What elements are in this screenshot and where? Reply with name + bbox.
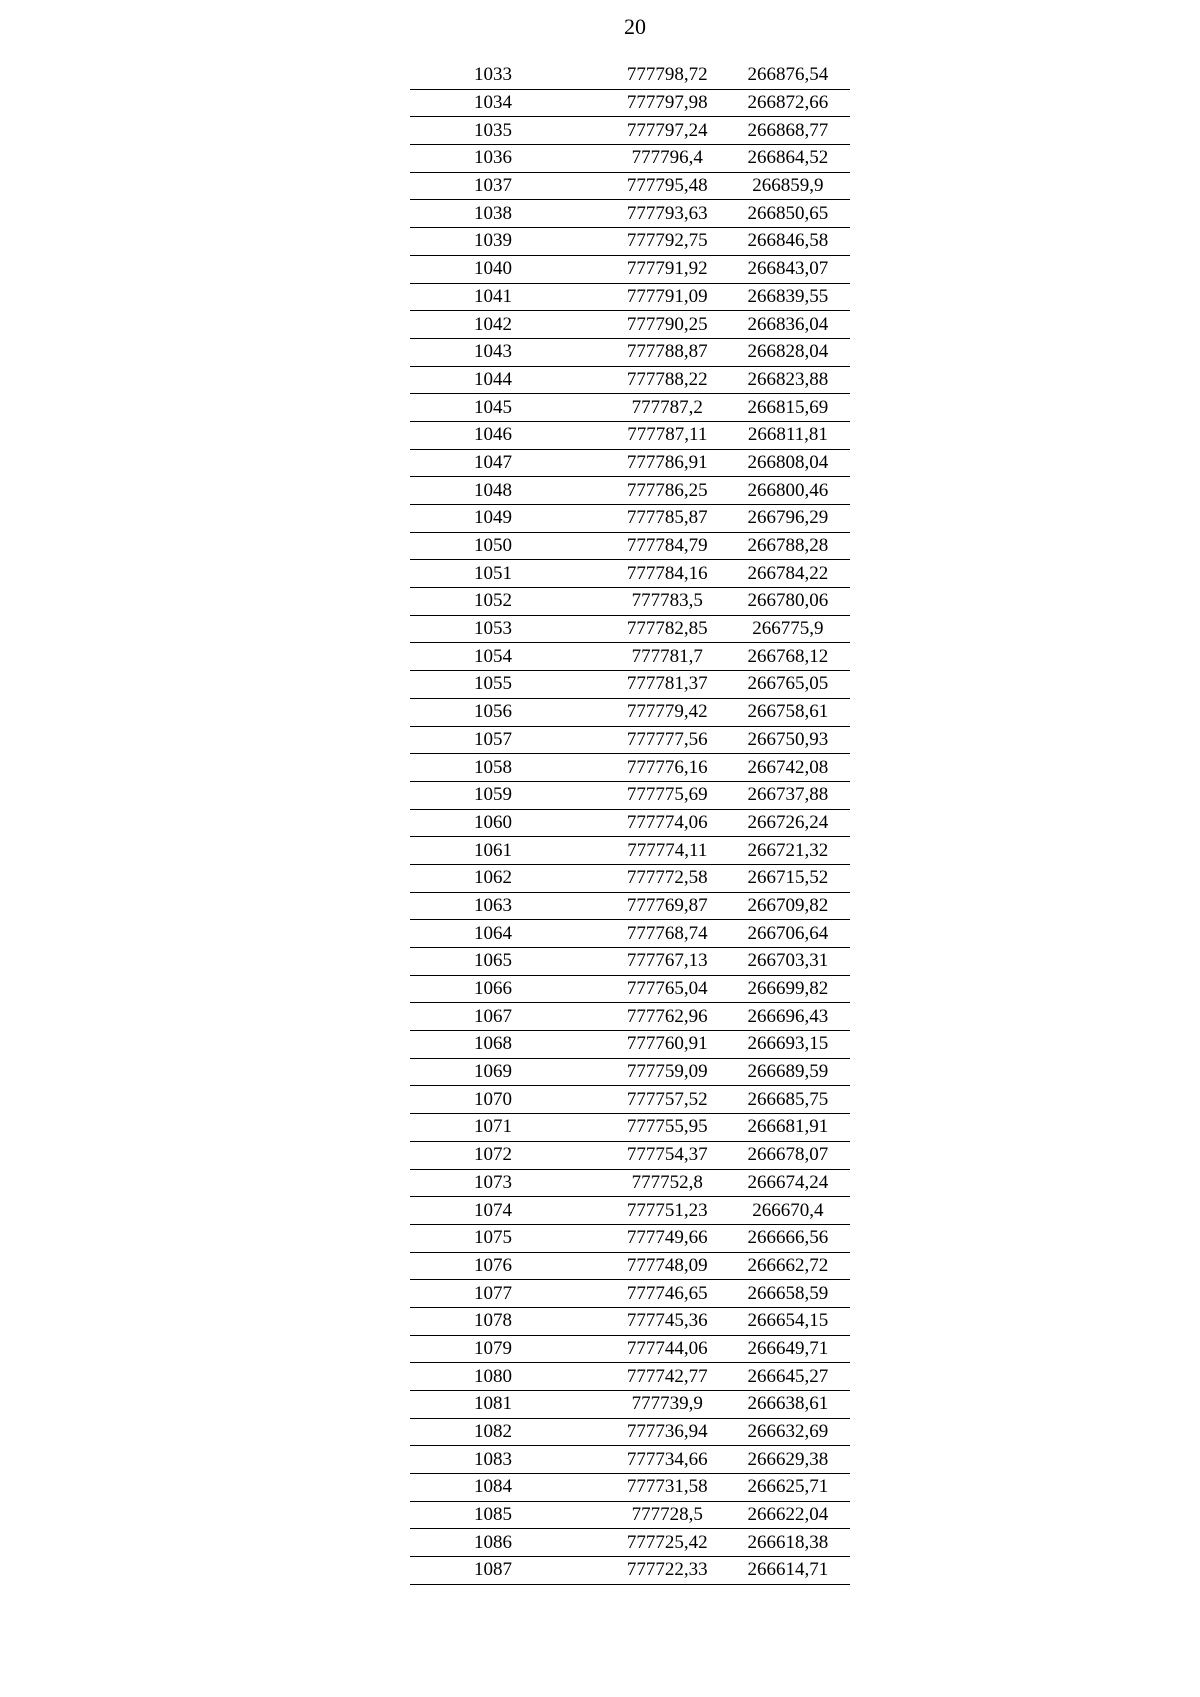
table-row [410, 1418, 850, 1446]
point-number-cell: 1064 [410, 920, 609, 948]
y-coordinate-cell: 266800,46 [726, 477, 850, 505]
table-row [410, 1031, 850, 1059]
table-row [410, 1501, 850, 1529]
y-coordinate-cell: 266645,27 [726, 1363, 850, 1391]
x-coordinate-cell: 777731,58 [609, 1474, 726, 1502]
point-number-cell: 1074 [410, 1197, 609, 1225]
table-row [410, 1086, 850, 1114]
y-coordinate-cell: 266703,31 [726, 948, 850, 976]
table-row [410, 920, 850, 948]
point-number-cell: 1082 [410, 1418, 609, 1446]
x-coordinate-cell: 777781,7 [609, 643, 726, 671]
y-coordinate-cell: 266768,12 [726, 643, 850, 671]
x-coordinate-cell: 777788,87 [609, 338, 726, 366]
y-coordinate-cell: 266618,38 [726, 1529, 850, 1557]
table-row [410, 1197, 850, 1225]
y-coordinate-cell: 266823,88 [726, 366, 850, 394]
point-number-cell: 1059 [410, 781, 609, 809]
x-coordinate-cell: 777797,24 [609, 117, 726, 145]
x-coordinate-cell: 777765,04 [609, 975, 726, 1003]
point-number-cell: 1044 [410, 366, 609, 394]
x-coordinate-cell: 777759,09 [609, 1058, 726, 1086]
y-coordinate-cell: 266678,07 [726, 1141, 850, 1169]
point-number-cell: 1050 [410, 532, 609, 560]
y-coordinate-cell: 266670,4 [726, 1197, 850, 1225]
coordinates-table-body [410, 62, 850, 1584]
x-coordinate-cell: 777793,63 [609, 200, 726, 228]
table-row [410, 228, 850, 256]
y-coordinate-cell: 266685,75 [726, 1086, 850, 1114]
x-coordinate-cell: 777749,66 [609, 1224, 726, 1252]
point-number-cell: 1040 [410, 255, 609, 283]
y-coordinate-cell: 266850,65 [726, 200, 850, 228]
table-row [410, 1307, 850, 1335]
table-row [410, 560, 850, 588]
point-number-cell: 1070 [410, 1086, 609, 1114]
coordinates-table [410, 62, 850, 1585]
y-coordinate-cell: 266625,71 [726, 1474, 850, 1502]
y-coordinate-cell: 266836,04 [726, 311, 850, 339]
page-number: 20 [624, 14, 646, 39]
table-row [410, 975, 850, 1003]
point-number-cell: 1052 [410, 588, 609, 616]
point-number-cell: 1039 [410, 228, 609, 256]
table-row [410, 62, 850, 89]
y-coordinate-cell: 266681,91 [726, 1114, 850, 1142]
point-number-cell: 1043 [410, 338, 609, 366]
point-number-cell: 1072 [410, 1141, 609, 1169]
table-row [410, 1474, 850, 1502]
table-row [410, 1224, 850, 1252]
x-coordinate-cell: 777745,36 [609, 1307, 726, 1335]
table-row [410, 1335, 850, 1363]
y-coordinate-cell: 266726,24 [726, 809, 850, 837]
point-number-cell: 1066 [410, 975, 609, 1003]
table-row [410, 1003, 850, 1031]
x-coordinate-cell: 777757,52 [609, 1086, 726, 1114]
table-row [410, 394, 850, 422]
x-coordinate-cell: 777787,2 [609, 394, 726, 422]
x-coordinate-cell: 777791,92 [609, 255, 726, 283]
point-number-cell: 1081 [410, 1391, 609, 1419]
table-row [410, 255, 850, 283]
table-row [410, 89, 850, 117]
y-coordinate-cell: 266859,9 [726, 172, 850, 200]
x-coordinate-cell: 777768,74 [609, 920, 726, 948]
table-row [410, 1446, 850, 1474]
x-coordinate-cell: 777786,25 [609, 477, 726, 505]
y-coordinate-cell: 266808,04 [726, 449, 850, 477]
x-coordinate-cell: 777722,33 [609, 1557, 726, 1585]
point-number-cell: 1085 [410, 1501, 609, 1529]
y-coordinate-cell: 266742,08 [726, 754, 850, 782]
table-row [410, 1363, 850, 1391]
y-coordinate-cell: 266689,59 [726, 1058, 850, 1086]
point-number-cell: 1033 [410, 62, 609, 89]
table-row [410, 864, 850, 892]
x-coordinate-cell: 777790,25 [609, 311, 726, 339]
table-row [410, 781, 850, 809]
point-number-cell: 1053 [410, 615, 609, 643]
y-coordinate-cell: 266784,22 [726, 560, 850, 588]
y-coordinate-cell: 266775,9 [726, 615, 850, 643]
y-coordinate-cell: 266843,07 [726, 255, 850, 283]
y-coordinate-cell: 266796,29 [726, 505, 850, 533]
table-row [410, 1114, 850, 1142]
y-coordinate-cell: 266839,55 [726, 283, 850, 311]
point-number-cell: 1067 [410, 1003, 609, 1031]
x-coordinate-cell: 777755,95 [609, 1114, 726, 1142]
x-coordinate-cell: 777775,69 [609, 781, 726, 809]
x-coordinate-cell: 777767,13 [609, 948, 726, 976]
point-number-cell: 1034 [410, 89, 609, 117]
x-coordinate-cell: 777752,8 [609, 1169, 726, 1197]
point-number-cell: 1075 [410, 1224, 609, 1252]
point-number-cell: 1057 [410, 726, 609, 754]
table-row [410, 1391, 850, 1419]
table-row [410, 449, 850, 477]
y-coordinate-cell: 266864,52 [726, 145, 850, 173]
y-coordinate-cell: 266649,71 [726, 1335, 850, 1363]
x-coordinate-cell: 777769,87 [609, 892, 726, 920]
point-number-cell: 1035 [410, 117, 609, 145]
table-row [410, 172, 850, 200]
point-number-cell: 1047 [410, 449, 609, 477]
point-number-cell: 1068 [410, 1031, 609, 1059]
table-row [410, 726, 850, 754]
y-coordinate-cell: 266699,82 [726, 975, 850, 1003]
y-coordinate-cell: 266765,05 [726, 671, 850, 699]
point-number-cell: 1062 [410, 864, 609, 892]
x-coordinate-cell: 777746,65 [609, 1280, 726, 1308]
point-number-cell: 1045 [410, 394, 609, 422]
point-number-cell: 1049 [410, 505, 609, 533]
x-coordinate-cell: 777772,58 [609, 864, 726, 892]
x-coordinate-cell: 777751,23 [609, 1197, 726, 1225]
point-number-cell: 1079 [410, 1335, 609, 1363]
y-coordinate-cell: 266872,66 [726, 89, 850, 117]
x-coordinate-cell: 777785,87 [609, 505, 726, 533]
table-row [410, 532, 850, 560]
table-row [410, 505, 850, 533]
y-coordinate-cell: 266811,81 [726, 421, 850, 449]
x-coordinate-cell: 777786,91 [609, 449, 726, 477]
point-number-cell: 1060 [410, 809, 609, 837]
x-coordinate-cell: 777762,96 [609, 1003, 726, 1031]
point-number-cell: 1037 [410, 172, 609, 200]
x-coordinate-cell: 777776,16 [609, 754, 726, 782]
point-number-cell: 1041 [410, 283, 609, 311]
x-coordinate-cell: 777739,9 [609, 1391, 726, 1419]
point-number-cell: 1071 [410, 1114, 609, 1142]
y-coordinate-cell: 266788,28 [726, 532, 850, 560]
x-coordinate-cell: 777736,94 [609, 1418, 726, 1446]
y-coordinate-cell: 266693,15 [726, 1031, 850, 1059]
table-row [410, 283, 850, 311]
table-row [410, 754, 850, 782]
table-row [410, 615, 850, 643]
x-coordinate-cell: 777734,66 [609, 1446, 726, 1474]
x-coordinate-cell: 777782,85 [609, 615, 726, 643]
table-row [410, 809, 850, 837]
y-coordinate-cell: 266737,88 [726, 781, 850, 809]
x-coordinate-cell: 777788,22 [609, 366, 726, 394]
y-coordinate-cell: 266709,82 [726, 892, 850, 920]
point-number-cell: 1069 [410, 1058, 609, 1086]
y-coordinate-cell: 266622,04 [726, 1501, 850, 1529]
x-coordinate-cell: 777725,42 [609, 1529, 726, 1557]
x-coordinate-cell: 777774,11 [609, 837, 726, 865]
x-coordinate-cell: 777754,37 [609, 1141, 726, 1169]
x-coordinate-cell: 777791,09 [609, 283, 726, 311]
y-coordinate-cell: 266868,77 [726, 117, 850, 145]
x-coordinate-cell: 777728,5 [609, 1501, 726, 1529]
point-number-cell: 1061 [410, 837, 609, 865]
table-row [410, 588, 850, 616]
x-coordinate-cell: 777787,11 [609, 421, 726, 449]
y-coordinate-cell: 266662,72 [726, 1252, 850, 1280]
x-coordinate-cell: 777797,98 [609, 89, 726, 117]
y-coordinate-cell: 266696,43 [726, 1003, 850, 1031]
x-coordinate-cell: 777748,09 [609, 1252, 726, 1280]
x-coordinate-cell: 777783,5 [609, 588, 726, 616]
y-coordinate-cell: 266828,04 [726, 338, 850, 366]
x-coordinate-cell: 777744,06 [609, 1335, 726, 1363]
point-number-cell: 1056 [410, 698, 609, 726]
x-coordinate-cell: 777779,42 [609, 698, 726, 726]
point-number-cell: 1086 [410, 1529, 609, 1557]
table-row [410, 1557, 850, 1585]
point-number-cell: 1036 [410, 145, 609, 173]
y-coordinate-cell: 266706,64 [726, 920, 850, 948]
y-coordinate-cell: 266666,56 [726, 1224, 850, 1252]
y-coordinate-cell: 266674,24 [726, 1169, 850, 1197]
y-coordinate-cell: 266780,06 [726, 588, 850, 616]
y-coordinate-cell: 266721,32 [726, 837, 850, 865]
table-row [410, 892, 850, 920]
table-row [410, 200, 850, 228]
point-number-cell: 1063 [410, 892, 609, 920]
x-coordinate-cell: 777774,06 [609, 809, 726, 837]
point-number-cell: 1087 [410, 1557, 609, 1585]
x-coordinate-cell: 777798,72 [609, 62, 726, 89]
table-row [410, 477, 850, 505]
point-number-cell: 1076 [410, 1252, 609, 1280]
point-number-cell: 1083 [410, 1446, 609, 1474]
point-number-cell: 1042 [410, 311, 609, 339]
table-row [410, 421, 850, 449]
table-row [410, 366, 850, 394]
table-row [410, 698, 850, 726]
y-coordinate-cell: 266638,61 [726, 1391, 850, 1419]
y-coordinate-cell: 266750,93 [726, 726, 850, 754]
table-row [410, 338, 850, 366]
point-number-cell: 1055 [410, 671, 609, 699]
point-number-cell: 1065 [410, 948, 609, 976]
point-number-cell: 1048 [410, 477, 609, 505]
y-coordinate-cell: 266632,69 [726, 1418, 850, 1446]
x-coordinate-cell: 777796,4 [609, 145, 726, 173]
y-coordinate-cell: 266654,15 [726, 1307, 850, 1335]
x-coordinate-cell: 777777,56 [609, 726, 726, 754]
y-coordinate-cell: 266614,71 [726, 1557, 850, 1585]
x-coordinate-cell: 777742,77 [609, 1363, 726, 1391]
table-row [410, 1058, 850, 1086]
table-row [410, 837, 850, 865]
table-row [410, 1252, 850, 1280]
table-row [410, 117, 850, 145]
x-coordinate-cell: 777760,91 [609, 1031, 726, 1059]
point-number-cell: 1058 [410, 754, 609, 782]
table-row [410, 1280, 850, 1308]
point-number-cell: 1077 [410, 1280, 609, 1308]
point-number-cell: 1080 [410, 1363, 609, 1391]
table-row [410, 671, 850, 699]
y-coordinate-cell: 266846,58 [726, 228, 850, 256]
point-number-cell: 1046 [410, 421, 609, 449]
table-row [410, 145, 850, 173]
y-coordinate-cell: 266815,69 [726, 394, 850, 422]
point-number-cell: 1054 [410, 643, 609, 671]
table-row [410, 948, 850, 976]
x-coordinate-cell: 777784,16 [609, 560, 726, 588]
point-number-cell: 1073 [410, 1169, 609, 1197]
point-number-cell: 1038 [410, 200, 609, 228]
table-row [410, 1529, 850, 1557]
y-coordinate-cell: 266876,54 [726, 62, 850, 89]
point-number-cell: 1078 [410, 1307, 609, 1335]
y-coordinate-cell: 266658,59 [726, 1280, 850, 1308]
y-coordinate-cell: 266715,52 [726, 864, 850, 892]
y-coordinate-cell: 266758,61 [726, 698, 850, 726]
table-row [410, 643, 850, 671]
table-row [410, 1141, 850, 1169]
x-coordinate-cell: 777795,48 [609, 172, 726, 200]
table-row [410, 1169, 850, 1197]
table-row [410, 311, 850, 339]
point-number-cell: 1051 [410, 560, 609, 588]
x-coordinate-cell: 777781,37 [609, 671, 726, 699]
x-coordinate-cell: 777784,79 [609, 532, 726, 560]
x-coordinate-cell: 777792,75 [609, 228, 726, 256]
point-number-cell: 1084 [410, 1474, 609, 1502]
y-coordinate-cell: 266629,38 [726, 1446, 850, 1474]
